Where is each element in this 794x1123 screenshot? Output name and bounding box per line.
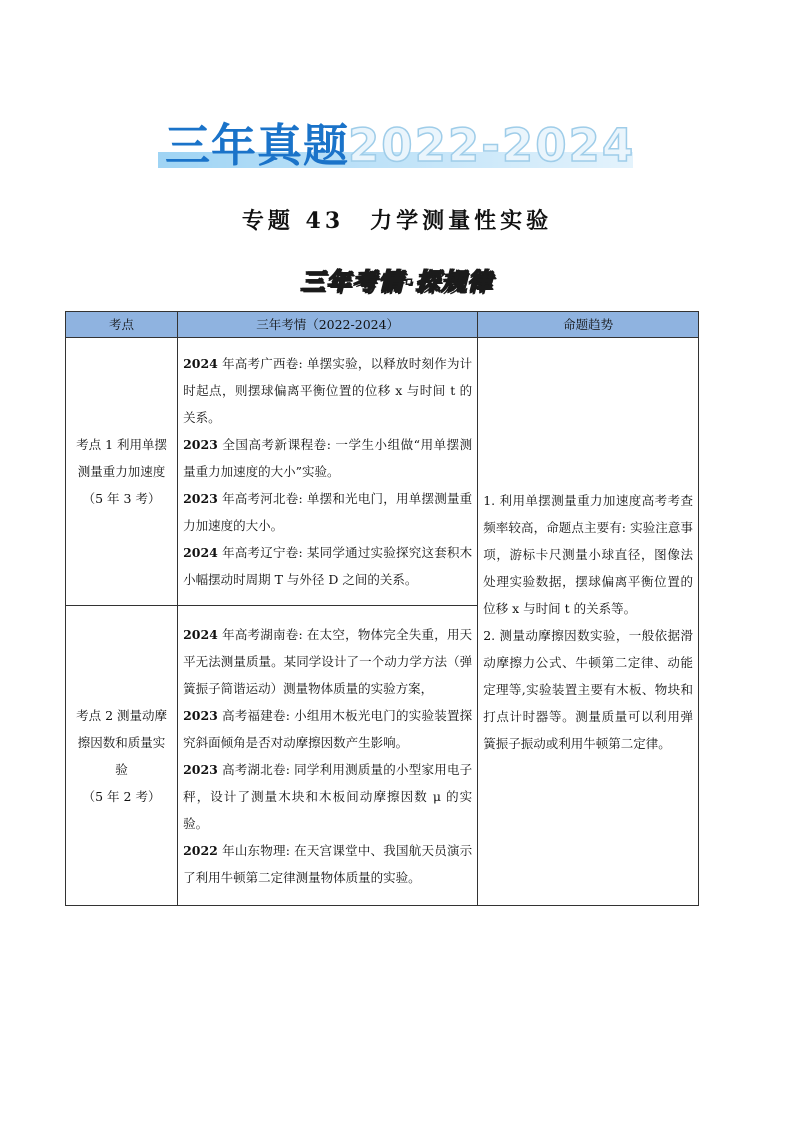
entry-year: 2022 bbox=[183, 842, 218, 858]
table-header-row bbox=[66, 312, 699, 338]
history-entry bbox=[183, 485, 472, 539]
point-label: 考点 1 利用单摆测量重力加速度 bbox=[76, 437, 167, 479]
trend-item: 2. 测量动摩擦因数实验，一般依据滑动摩擦力公式、牛顿第二定律、动能定理等,实验装置主要有木板、物块和打点计时器等。测量质量可以利用弹簧振子振动或利用牛顿第二定律。 bbox=[483, 627, 693, 751]
history-entry bbox=[183, 621, 472, 702]
header-cell-point: 考点 bbox=[66, 312, 178, 338]
entry-text: 年高考广西卷: 单摆实验，以释放时刻作为计时起点，则摆球偏离平衡位置的位移 x 与时间 t 的关系。 bbox=[183, 356, 473, 425]
history-entry bbox=[183, 431, 472, 485]
point-count: （5 年 2 考） bbox=[82, 788, 161, 804]
banner-year-range: 2022-2024 bbox=[348, 119, 636, 172]
entry-text: 年高考湖南卷: 在太空，物体完全失重，用天平无法测量质量。某同学设计了一个动力学方法（弹簧振子简谐运动）测量物体质量的实验方案， bbox=[183, 626, 473, 696]
entry-text: 年山东物理: 在天宫课堂中、我国航天员演示了利用牛顿第二定律测量物体质量的实验。 bbox=[183, 842, 473, 885]
entry-year: 2023 bbox=[183, 437, 218, 452]
history-entry bbox=[183, 756, 472, 837]
history-entry bbox=[183, 350, 472, 431]
entry-text: 年高考河北卷: 单摆和光电门，用单摆测量重力加速度的大小。 bbox=[183, 491, 473, 533]
header-cell-trend: 命题趋势 bbox=[478, 312, 699, 338]
entry-text: 高考福建卷: 小组用木板光电门的实验装置探究斜面倾角是否对动摩擦因数产生影响。 bbox=[183, 707, 473, 750]
point-cell bbox=[66, 338, 178, 606]
table-row bbox=[66, 338, 699, 606]
history-entry bbox=[183, 539, 472, 593]
history-cell bbox=[178, 606, 478, 906]
entry-text: 年高考辽宁卷: 某同学通过实验探究这套积木小幅摆动时周期 T 与外径 D 之间的关系。 bbox=[183, 545, 473, 587]
history-cell bbox=[178, 338, 478, 606]
section-subtitle: 三年考情·探规律 bbox=[300, 268, 494, 296]
trend-cell bbox=[478, 338, 699, 906]
entry-text: 全国高考新课程卷: 一学生小组做“用单摆测量重力加速度的大小”实验。 bbox=[183, 437, 473, 479]
point-label: 考点 2 测量动摩擦因数和质量实验 bbox=[76, 707, 167, 777]
header-banner bbox=[0, 118, 794, 180]
entry-text: 高考湖北卷: 同学利用测质量的小型家用电子秤，设计了测量木块和木板间动摩擦因数 μ 的实验。 bbox=[183, 761, 473, 831]
entry-year: 2023 bbox=[183, 491, 218, 506]
banner-left-text: 三年真题 bbox=[165, 119, 350, 172]
header-cell-history: 三年考情（2022-2024） bbox=[178, 312, 478, 338]
point-count: （5 年 3 考） bbox=[82, 491, 161, 506]
history-entry bbox=[183, 837, 472, 891]
point-cell bbox=[66, 606, 178, 906]
entry-year: 2024 bbox=[183, 545, 218, 560]
entry-year: 2023 bbox=[183, 761, 218, 777]
entry-year: 2024 bbox=[183, 356, 218, 371]
entry-year: 2023 bbox=[183, 707, 218, 723]
subtitle-wrap bbox=[0, 262, 794, 297]
trend-item: 1. 利用单摆测量重力加速度高考考查频率较高，命题点主要有: 实验注意事项，游标卡尺测量小球直径，图像法处理实验数据，摆球偏离平衡位置的位移 x 与时间 t 的关系等。 bbox=[483, 492, 693, 616]
history-entry bbox=[183, 702, 472, 756]
exam-analysis-table bbox=[65, 311, 699, 906]
page-title: 专题 43 力学测量性实验 bbox=[241, 208, 553, 234]
entry-year: 2024 bbox=[183, 626, 218, 642]
